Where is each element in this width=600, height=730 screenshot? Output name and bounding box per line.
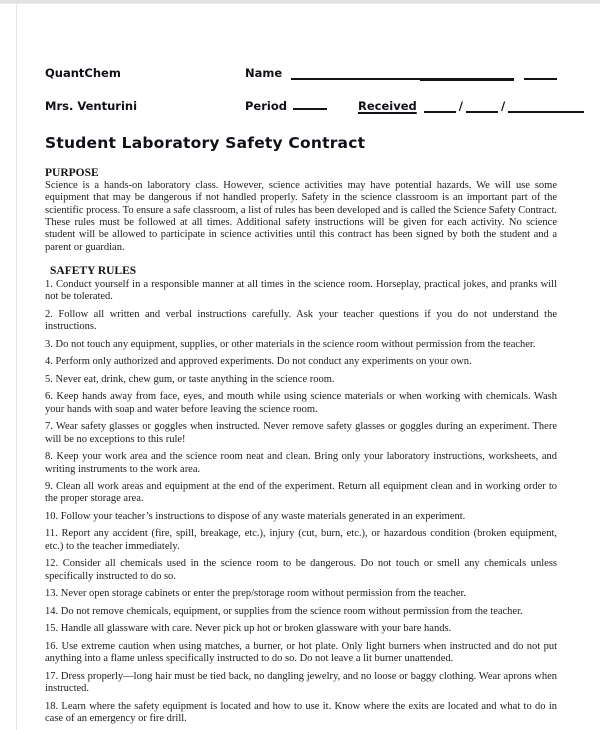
period-blank-line — [293, 97, 327, 110]
header-row-1 — [45, 66, 557, 80]
period-field-group — [245, 97, 358, 113]
received-label: Received — [358, 99, 417, 113]
safety-rules-heading: SAFETY RULES — [50, 265, 137, 278]
name-field-group — [245, 66, 557, 80]
header-row-2 — [45, 97, 557, 113]
period-label: Period — [245, 99, 287, 113]
received-blank-month — [424, 100, 456, 113]
safety-rule: 16. Use extreme caution when using matches, a burner, or hot plate. Only light burners when instructed and do not put anything into a flame unless specifically instructed to do so. Do not leave a lit burner unattended. — [45, 640, 557, 665]
safety-rule: 10. Follow your teacher’s instructions to dispose of any waste materials generated in an experiment. — [45, 510, 466, 522]
safety-rule: 12. Consider all chemicals used in the science room to be dangerous. Do not touch or smell any chemicals unless specifically instructed to do so. — [45, 558, 557, 582]
received-field-group — [358, 99, 584, 113]
safety-rule: 5. Never eat, drink, chew gum, or taste anything in the science room. — [45, 373, 335, 385]
safety-rule: 7. Wear safety glasses or goggles when instructed. Never remove safety glasses or goggles during an experiment. There will be no exceptions to this rule! — [45, 421, 557, 445]
date-slash-2: / — [500, 99, 506, 113]
received-blank-year — [508, 100, 584, 113]
scan-edge-left — [16, 3, 17, 730]
safety-rule: 6. Keep hands away from face, eyes, and mouth while using science materials or when working with chemicals. Wash your hands with soap and water before leaving the science room. — [45, 391, 557, 415]
safety-rule: 11. Report any accident (fire, spill, breakage, etc.), injury (cut, burn, etc.), or hazardous condition (broken equipment, etc.) to the teacher immediately. — [45, 528, 557, 552]
received-blank-day — [466, 100, 498, 113]
safety-rule: 18. Learn where the safety equipment is located and how to use it. Know where the exits are located and what to do in case of an emergency or fire drill. — [45, 700, 557, 724]
purpose-paragraph: Science is a hands-on laboratory class. However, science activities may have potential hazards. We will use some equipment that may be dangerous if not handled properly. Safety in the science classroom is an important part of the scientific process. To ensure a safe classroom, a list of rules has been developed and is called the Science Safety Contract. These rules must be followed at all times. Additional safety instructions will be given for each activity. No science student will be allowed to participate in science activities until this contract has been signed by both the student and a parent or guardian. — [45, 180, 557, 253]
safety-rule: 8. Keep your work area and the science room neat and clean. Bring only your laboratory instructions, worksheets, and writing instruments to the work area. — [45, 451, 557, 475]
safety-rule: 1. Conduct yourself in a responsible manner at all times in the science room. Horseplay, practical jokes, and pranks will not be tolerated. — [45, 279, 557, 303]
teacher-name: Mrs. Venturini — [45, 99, 138, 113]
safety-rule: 4. Perform only authorized and approved experiments. Do not conduct any experiments on your own. — [45, 356, 472, 368]
safety-rule: 17. Dress properly—long hair must be tied back, no dangling jewelry, and no loose or baggy clothing. Wear aprons when instructed. — [45, 670, 557, 694]
purpose-heading: PURPOSE — [45, 167, 99, 179]
name-blank-line-short — [524, 67, 557, 80]
date-slash-1: / — [458, 99, 463, 113]
name-blank-line — [291, 67, 514, 80]
safety-rule: 13. Never open storage cabinets or enter the prep/storage room without permission from the teacher. — [45, 588, 467, 600]
name-label: Name — [245, 66, 283, 80]
safety-rule: 14. Do not remove chemicals, equipment, or supplies from the science room without permission from the teacher. — [45, 605, 523, 617]
safety-rules-list — [45, 279, 557, 725]
safety-rule: 3. Do not touch any equipment, supplies, or other materials in the science room without permission from the teacher. — [45, 338, 536, 350]
page-title: Student Laboratory Safety Contract — [45, 134, 366, 152]
safety-rule: 15. Handle all glassware with care. Never pick up hot or broken glassware with your bare hands. — [45, 623, 452, 635]
safety-rule: 9. Clean all work areas and equipment at the end of the experiment. Return all equipment clean and in working order to the proper storage area. — [45, 481, 557, 505]
course-name: QuantChem — [45, 66, 121, 80]
safety-rule: 2. Follow all written and verbal instructions carefully. Ask your teacher questions if you do not understand the instructions. — [45, 308, 557, 333]
name-blank-line-overlap — [420, 79, 514, 81]
